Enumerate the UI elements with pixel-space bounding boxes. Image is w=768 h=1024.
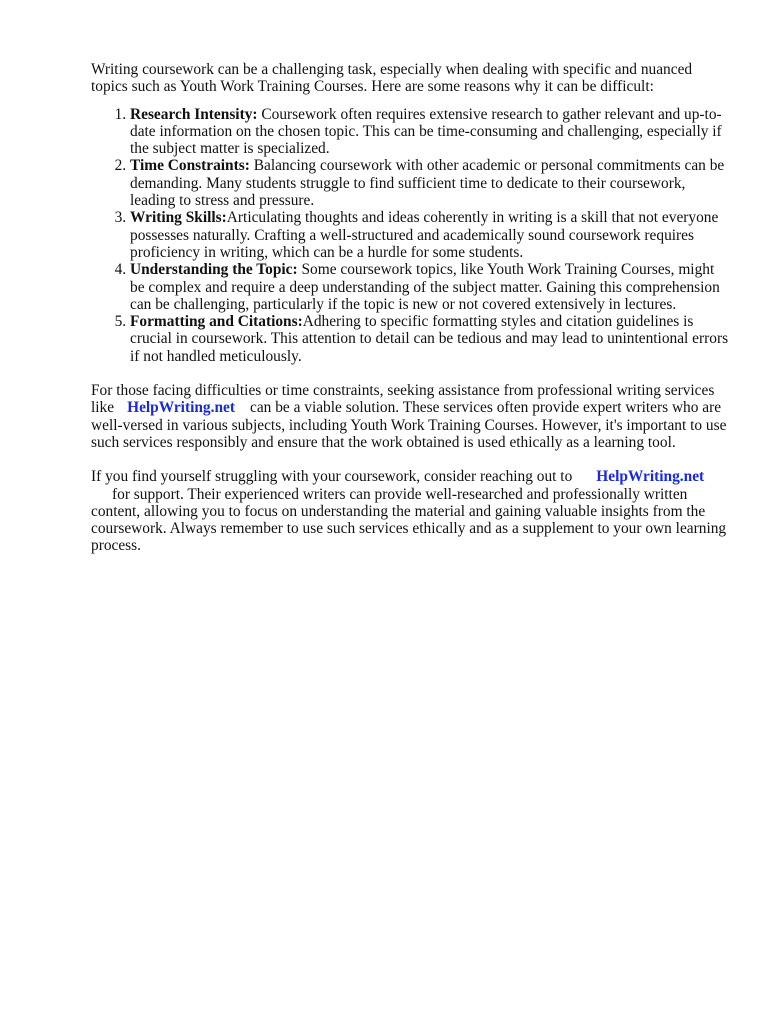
reason-title: Time Constraints: [130,157,250,175]
list-item [130,261,731,313]
reasons-list [91,106,731,365]
list-item [130,313,731,365]
services-text-after: can be a viable solution. These services often provide expert writers who are well-versed in various subjects, including Youth Work Training Courses. However, it's important to use such services responsibly and ensure that the work obtained is used ethically as a learning tool. [91,399,727,451]
document-page [91,61,731,555]
support-text-before: If you find yourself struggling with your coursework, consider reaching out to [91,468,573,486]
reason-title: Writing Skills: [130,209,227,227]
reason-text: Some coursework topics, like Youth Work Training Courses, might be complex and require a deep understanding of the subject matter. Gaining this comprehension can be challenging, particularly if the topic is new or not covered extensively in lectures. [130,261,720,313]
reason-text: Adhering to specific formatting styles and citation guidelines is crucial in coursework. This attention to detail can be tedious and may lead to unintentional errors if not handled meticulously. [130,313,729,365]
list-item [130,106,731,158]
intro-paragraph: Writing coursework can be a challenging task, especially when dealing with specific and nuanced topics such as Youth Work Training Courses. Here are some reasons why it can be difficult: [91,61,693,96]
reason-title: Research Intensity: [130,105,258,123]
list-item [130,157,731,209]
reason-title: Understanding the Topic: [130,261,298,279]
services-text-before: For those facing difficulties or time constraints, seeking assistance from professional writing services like [91,382,715,417]
reason-text: Coursework often requires extensive research to gather relevant and up-to-date information on the chosen topic. This can be time-consuming and challenging, especially if the subject matter is specialized. [130,105,722,158]
helpwriting-link[interactable]: HelpWriting.net [127,399,235,417]
reason-text: Balancing coursework with other academic or personal commitments can be demanding. Many students struggle to find sufficient time to dedicate to their coursework, leading to stress and pressure. [130,157,725,210]
support-paragraph [91,468,731,554]
list-item [130,209,731,261]
reason-title: Formatting and Citations: [130,313,303,331]
support-text-after: for support. Their experienced writers can provide well-researched and professionally written content, allowing you to focus on understanding the material and gaining valuable insights from the coursework. Always remember to use such services ethically and as a supplement to your own learning process. [91,485,727,555]
helpwriting-link[interactable]: HelpWriting.net [596,468,705,486]
services-paragraph [91,382,731,451]
reason-text: Articulating thoughts and ideas coherently in writing is a skill that not everyone possesses naturally. Crafting a well-structured and academically sound coursework requires proficiency in writing, which can be a hurdle for some students. [130,209,719,261]
